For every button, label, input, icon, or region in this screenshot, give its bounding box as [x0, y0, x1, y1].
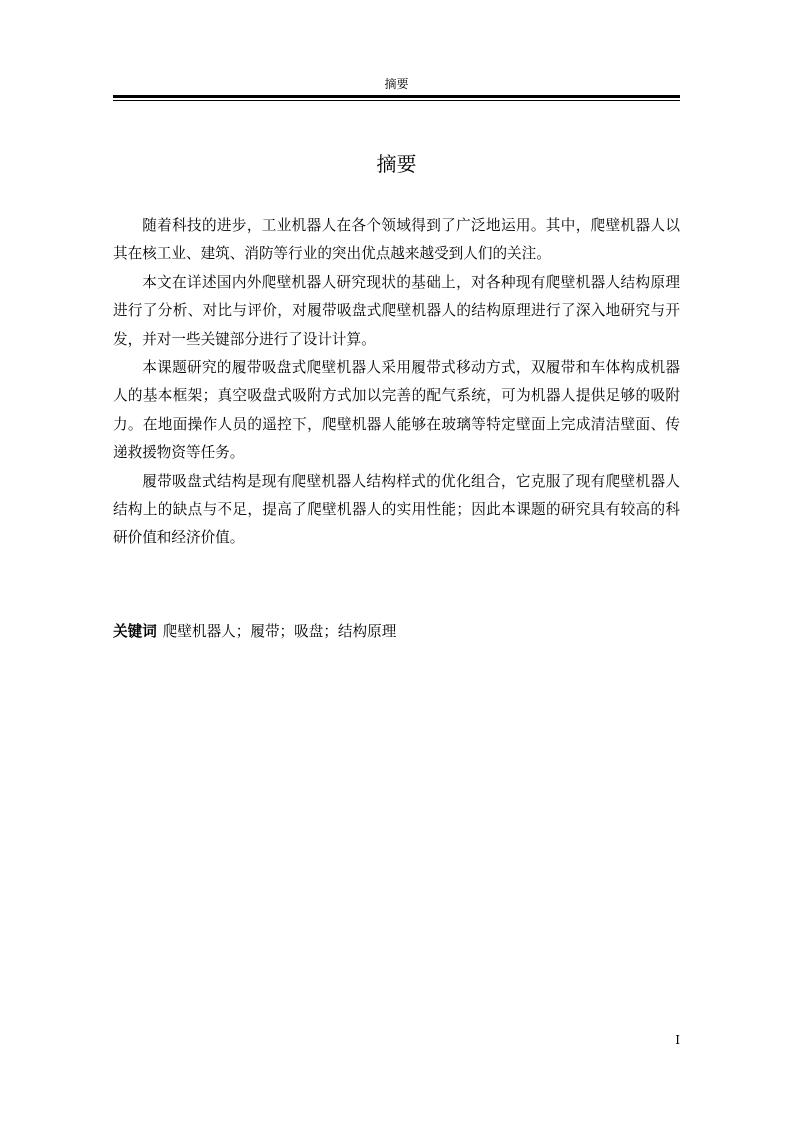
header-rule-thin: [113, 100, 680, 101]
running-header: 摘要: [384, 77, 409, 91]
page-title: 摘要: [376, 152, 417, 176]
header-rule-thick: [113, 95, 680, 98]
page-number: I: [675, 1033, 680, 1047]
abstract-paragraph-1: 随着科技的进步，工业机器人在各个领域得到了广泛地运用。其中，爬壁机器人以其在核工业、建筑、消防等行业的突出优点越来越受到人们的关注。: [113, 217, 680, 263]
abstract-paragraph-4: 履带吸盘式结构是现有爬壁机器人结构样式的优化组合，它克服了现有爬壁机器人结构上的缺点与不足，提高了爬壁机器人的实用性能；因此本课题的研究具有较高的科研价值和经济价值。: [113, 472, 680, 547]
keywords-label: 关键词: [113, 623, 157, 640]
abstract-paragraph-3: 本课题研究的履带吸盘式爬壁机器人采用履带式移动方式，双履带和车体构成机器人的基本框架；真空吸盘式吸附方式加以完善的配气系统，可为机器人提供足够的吸附力。在地面操作人员的遥控下，爬壁机器人能够在玻璃等特定壁面上完成清洁壁面、传递救援物资等任务。: [113, 359, 680, 462]
abstract-body: [113, 212, 680, 553]
keywords-line: [113, 618, 680, 646]
keywords-text: 爬壁机器人；履带；吸盘；结构原理: [162, 623, 397, 640]
abstract-paragraph-2: 本文在详述国内外爬壁机器人研究现状的基础上，对各种现有爬壁机器人结构原理进行了分析、对比与评价，对履带吸盘式爬壁机器人的结构原理进行了深入地研究与开发，并对一些关键部分进行了设计计算。: [113, 273, 680, 348]
